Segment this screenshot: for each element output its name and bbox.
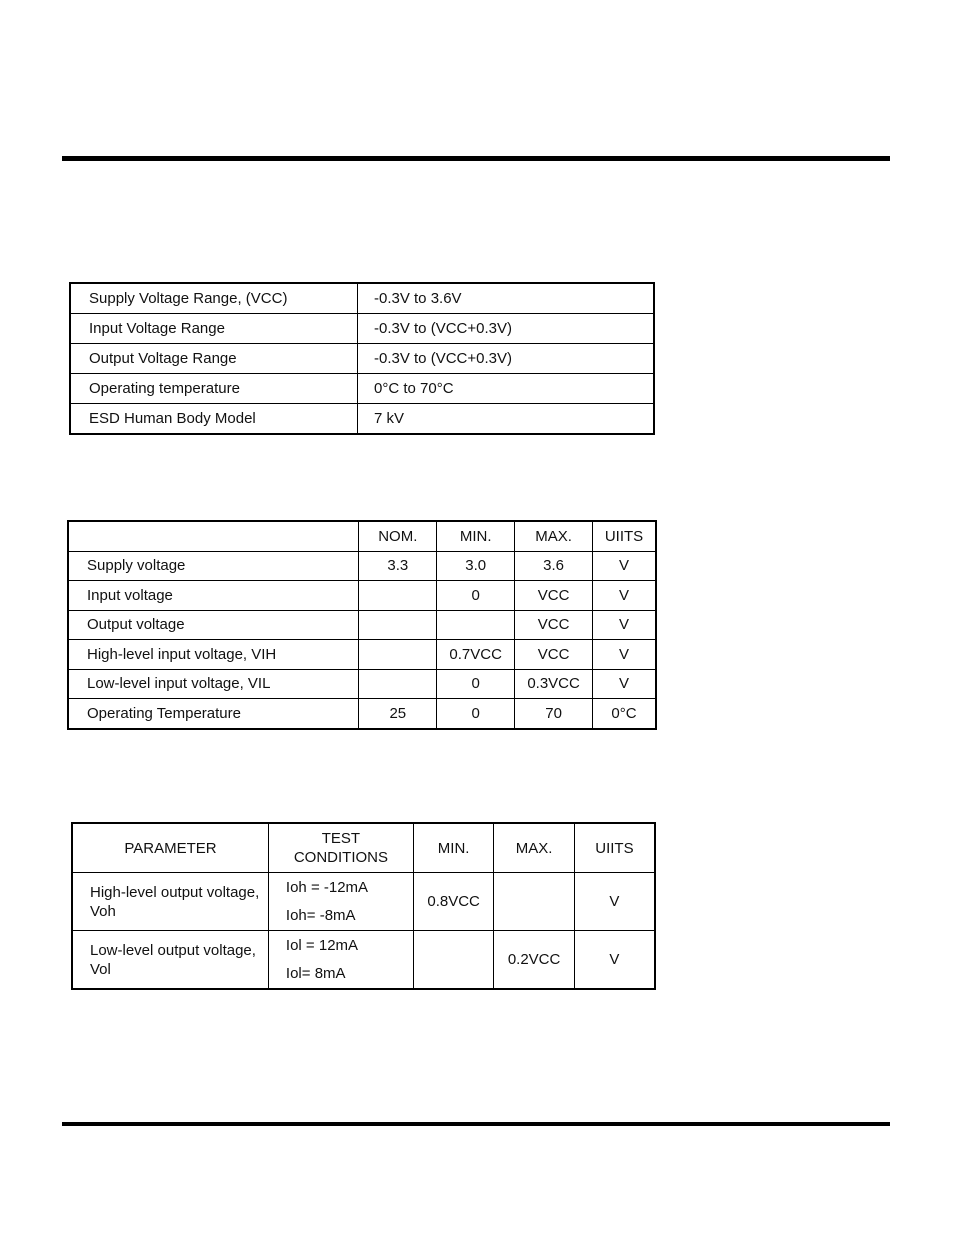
header-max: MAX. bbox=[494, 823, 574, 873]
min-cell bbox=[413, 931, 493, 990]
table-row bbox=[68, 610, 656, 640]
units-cell: V bbox=[593, 581, 656, 611]
header-test-line2: CONDITIONS bbox=[293, 849, 388, 866]
table-header-row bbox=[68, 521, 656, 551]
dc-characteristics-table bbox=[71, 822, 656, 990]
table-row bbox=[70, 404, 654, 435]
table-row bbox=[68, 669, 656, 699]
min-cell bbox=[437, 610, 515, 640]
header-min: MIN. bbox=[413, 823, 493, 873]
conditions-cell bbox=[268, 873, 413, 931]
min-cell: 0.8VCC bbox=[413, 873, 493, 931]
table-row bbox=[70, 344, 654, 374]
units-cell: V bbox=[593, 610, 656, 640]
table-row bbox=[68, 551, 656, 581]
bottom-divider bbox=[62, 1122, 890, 1126]
min-cell: 3.0 bbox=[437, 551, 515, 581]
max-cell: 70 bbox=[515, 699, 593, 729]
param-cell: Input Voltage Range bbox=[70, 314, 358, 344]
max-cell: VCC bbox=[515, 610, 593, 640]
table-row bbox=[68, 581, 656, 611]
condition-line2: Ioh= -8mA bbox=[285, 906, 356, 924]
table-row bbox=[72, 873, 655, 931]
value-cell: 7 kV bbox=[358, 404, 655, 435]
absolute-ratings-table bbox=[69, 282, 655, 435]
table-row bbox=[70, 374, 654, 404]
header-test-conditions bbox=[268, 823, 413, 873]
param-cell: Operating Temperature bbox=[68, 699, 359, 729]
top-divider bbox=[62, 156, 890, 161]
value-cell: -0.3V to (VCC+0.3V) bbox=[358, 344, 655, 374]
param-cell bbox=[72, 931, 268, 990]
header-min: MIN. bbox=[437, 521, 515, 551]
param-cell: Supply Voltage Range, (VCC) bbox=[70, 283, 358, 314]
value-cell: 0°C to 70°C bbox=[358, 374, 655, 404]
min-cell: 0 bbox=[437, 699, 515, 729]
header-parameter: PARAMETER bbox=[72, 823, 268, 873]
table-row bbox=[68, 699, 656, 729]
param-cell: ESD Human Body Model bbox=[70, 404, 358, 435]
param-line1: High-level output voltage, bbox=[90, 883, 260, 901]
table-row bbox=[70, 314, 654, 344]
table-row bbox=[68, 640, 656, 670]
nom-cell bbox=[359, 640, 437, 670]
nom-cell bbox=[359, 610, 437, 640]
param-cell: Supply voltage bbox=[68, 551, 359, 581]
table-row bbox=[72, 931, 655, 990]
nom-cell: 3.3 bbox=[359, 551, 437, 581]
nom-cell bbox=[359, 669, 437, 699]
max-cell: 0.3VCC bbox=[515, 669, 593, 699]
condition-line1: Iol = 12mA bbox=[285, 936, 359, 954]
max-cell: 0.2VCC bbox=[494, 931, 574, 990]
max-cell: VCC bbox=[515, 581, 593, 611]
units-cell: V bbox=[593, 640, 656, 670]
units-cell: V bbox=[574, 873, 655, 931]
header-param bbox=[68, 521, 359, 551]
header-test-line1: TEST bbox=[321, 830, 361, 847]
nom-cell: 25 bbox=[359, 699, 437, 729]
header-nom: NOM. bbox=[359, 521, 437, 551]
min-cell: 0.7VCC bbox=[437, 640, 515, 670]
param-line1: Low-level output voltage, bbox=[90, 941, 256, 959]
param-cell bbox=[72, 873, 268, 931]
param-line2: Vol bbox=[90, 960, 111, 978]
condition-line1: Ioh = -12mA bbox=[285, 878, 369, 896]
table-header-row bbox=[72, 823, 655, 873]
value-cell: -0.3V to (VCC+0.3V) bbox=[358, 314, 655, 344]
recommended-conditions-table bbox=[67, 520, 657, 730]
units-cell: V bbox=[574, 931, 655, 990]
param-cell: Output voltage bbox=[68, 610, 359, 640]
header-max: MAX. bbox=[515, 521, 593, 551]
param-cell: Low-level input voltage, VIL bbox=[68, 669, 359, 699]
max-cell: VCC bbox=[515, 640, 593, 670]
param-cell: Operating temperature bbox=[70, 374, 358, 404]
nom-cell bbox=[359, 581, 437, 611]
min-cell: 0 bbox=[437, 581, 515, 611]
param-cell: High-level input voltage, VIH bbox=[68, 640, 359, 670]
units-cell: 0°C bbox=[593, 699, 656, 729]
table-row bbox=[70, 283, 654, 314]
param-cell: Input voltage bbox=[68, 581, 359, 611]
value-cell: -0.3V to 3.6V bbox=[358, 283, 655, 314]
param-line2: Voh bbox=[90, 902, 116, 920]
conditions-cell bbox=[268, 931, 413, 990]
max-cell bbox=[494, 873, 574, 931]
header-units: UIITS bbox=[593, 521, 656, 551]
max-cell: 3.6 bbox=[515, 551, 593, 581]
units-cell: V bbox=[593, 551, 656, 581]
param-cell: Output Voltage Range bbox=[70, 344, 358, 374]
condition-line2: Iol= 8mA bbox=[285, 964, 346, 982]
units-cell: V bbox=[593, 669, 656, 699]
min-cell: 0 bbox=[437, 669, 515, 699]
header-units: UIITS bbox=[574, 823, 655, 873]
